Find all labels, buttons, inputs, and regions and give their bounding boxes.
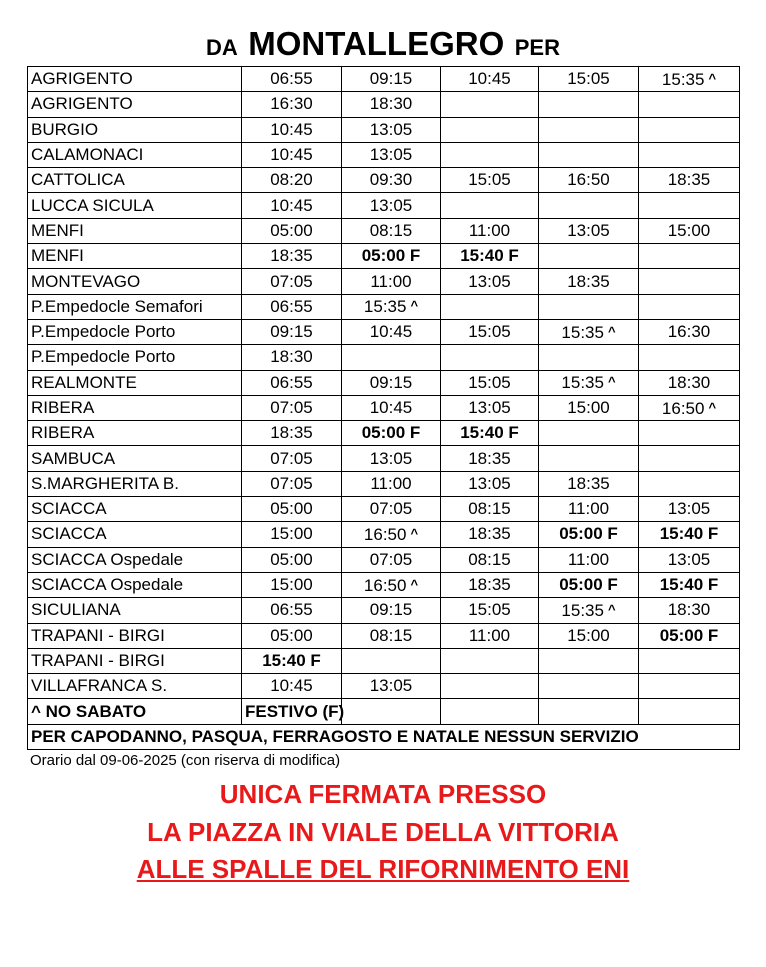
stop-info-line-3: ALLE SPALLE DEL RIFORNIMENTO ENI xyxy=(136,854,630,884)
departure-time-cell xyxy=(242,446,342,471)
departure-time-cell xyxy=(242,370,342,395)
departure-time-cell xyxy=(539,421,639,446)
departure-time-cell xyxy=(242,395,342,420)
title-town: MONTALLEGRO xyxy=(248,25,505,62)
departure-time-cell xyxy=(242,294,342,319)
departure-time-cell xyxy=(342,572,441,597)
table-row xyxy=(28,218,740,243)
no-saturday-mark: ^ xyxy=(410,525,419,541)
departure-time: 11:00 xyxy=(370,473,412,493)
departure-time: 13:05 xyxy=(369,448,413,468)
departure-time: 18:35 xyxy=(468,575,511,595)
table-row xyxy=(28,294,740,319)
table-row xyxy=(28,522,740,547)
departure-time-cell xyxy=(242,168,342,193)
departure-time: 15:05 xyxy=(468,372,511,392)
departure-time: 10:45 xyxy=(270,145,313,165)
departure-time: 18:35 xyxy=(270,423,313,443)
departure-time: 07:05 xyxy=(369,499,413,519)
departure-time-cell xyxy=(539,193,639,218)
departure-time-cell xyxy=(242,421,342,446)
departure-time: 15:00 xyxy=(567,625,610,645)
departure-time: 11:00 xyxy=(567,499,610,519)
departure-time-cell xyxy=(441,142,539,167)
table-row xyxy=(28,421,740,446)
destination-cell: S.MARGHERITA B. xyxy=(28,471,242,496)
departure-time-cell xyxy=(242,92,342,117)
departure-time: 15:40 F xyxy=(262,650,321,670)
departure-time-cell xyxy=(539,623,639,648)
departure-time-cell xyxy=(639,193,740,218)
departure-time-cell xyxy=(342,218,441,243)
departure-time-cell xyxy=(441,395,539,420)
departure-time: 18:35 xyxy=(468,448,511,468)
departure-time: 18:30 xyxy=(667,372,711,392)
holiday-notice-text: PER CAPODANNO, PASQUA, FERRAGOSTO E NATALE xyxy=(31,726,485,746)
departure-time-cell xyxy=(639,497,740,522)
departure-time: 16:30 xyxy=(270,94,313,114)
table-row xyxy=(28,193,740,218)
departure-time-cell xyxy=(342,345,441,370)
title-prefix: DA xyxy=(206,35,238,60)
departure-time: 11:00 xyxy=(468,220,511,240)
departure-time: 10:45 xyxy=(270,676,313,696)
legend-festivo: FESTIVO (F) xyxy=(242,699,342,724)
destination-cell: MONTEVAGO xyxy=(28,269,242,294)
departure-time: 13:05 xyxy=(468,398,511,417)
departure-time-cell xyxy=(242,572,342,597)
departure-time-cell xyxy=(639,117,740,142)
departure-time-cell xyxy=(539,572,639,597)
departure-time: 05:00 xyxy=(270,220,313,240)
departure-time-cell xyxy=(539,67,639,92)
departure-time: 05:00 xyxy=(270,549,313,569)
departure-time-cell xyxy=(242,117,342,142)
departure-time: 13:05 xyxy=(369,195,413,215)
departure-time-cell xyxy=(342,547,441,572)
departure-time-cell xyxy=(441,319,539,344)
departure-time: 06:55 xyxy=(270,69,313,89)
departure-time: 08:15 xyxy=(369,220,413,240)
departure-time-cell xyxy=(441,117,539,142)
departure-time-cell xyxy=(639,67,740,92)
departure-time-cell xyxy=(242,497,342,522)
table-row xyxy=(28,674,740,699)
departure-time: 18:35 xyxy=(468,524,511,544)
destination-cell: P.Empedocle Porto xyxy=(28,345,242,370)
departure-time: 05:00 F xyxy=(559,524,618,544)
departure-time: 13:05 xyxy=(468,271,511,291)
departure-time-cell xyxy=(242,648,342,673)
departure-time: 18:35 xyxy=(667,170,711,190)
table-row xyxy=(28,345,740,370)
departure-time-cell xyxy=(639,142,740,167)
departure-time-cell xyxy=(639,294,740,319)
departure-time-cell xyxy=(342,471,441,496)
departure-time: 16:50 xyxy=(661,398,705,418)
departure-time-cell xyxy=(342,244,441,269)
table-row xyxy=(28,319,740,344)
departure-time-cell xyxy=(441,598,539,623)
destination-cell: CATTOLICA xyxy=(28,168,242,193)
departure-time-cell xyxy=(539,497,639,522)
departure-time: 10:45 xyxy=(270,195,313,215)
departure-time-cell xyxy=(639,547,740,572)
table-row xyxy=(28,269,740,294)
departure-time: 15:40 F xyxy=(460,246,519,266)
departure-time-cell xyxy=(441,497,539,522)
destination-cell: MENFI xyxy=(28,218,242,243)
departure-time-cell xyxy=(639,345,740,370)
timetable-body xyxy=(28,67,740,699)
departure-time-cell xyxy=(539,294,639,319)
departure-time: 13:05 xyxy=(567,220,610,240)
departure-time: 06:55 xyxy=(270,296,313,316)
departure-time-cell xyxy=(242,623,342,648)
departure-time: 13:05 xyxy=(468,473,511,493)
table-row xyxy=(28,572,740,597)
no-saturday-mark: ^ xyxy=(607,374,616,390)
departure-time: 09:30 xyxy=(369,170,413,190)
departure-time: 18:35 xyxy=(567,271,610,291)
departure-time-cell xyxy=(639,244,740,269)
departure-time: 08:15 xyxy=(468,549,511,569)
departure-time-cell xyxy=(441,446,539,471)
destination-cell: P.Empedocle Porto xyxy=(28,319,242,344)
departure-time: 15:35 xyxy=(561,322,604,342)
departure-time-cell xyxy=(441,547,539,572)
table-row xyxy=(28,623,740,648)
departure-time: 05:00 xyxy=(270,499,313,519)
departure-time: 08:15 xyxy=(468,499,511,519)
departure-time-cell xyxy=(441,67,539,92)
departure-time-cell xyxy=(342,142,441,167)
departure-time: 15:35 xyxy=(661,69,705,89)
departure-time-cell xyxy=(342,370,441,395)
departure-time: 09:15 xyxy=(270,322,313,342)
departure-time-cell xyxy=(342,294,441,319)
departure-time-cell xyxy=(242,598,342,623)
departure-time-cell xyxy=(539,218,639,243)
departure-time: 15:40 F xyxy=(460,423,519,443)
table-row xyxy=(28,168,740,193)
departure-time-cell xyxy=(639,168,740,193)
destination-cell: SCIACCA Ospedale xyxy=(28,572,242,597)
departure-time-cell xyxy=(441,244,539,269)
departure-time-cell xyxy=(639,421,740,446)
destination-cell: AGRIGENTO xyxy=(28,92,242,117)
departure-time: 16:30 xyxy=(667,322,711,342)
departure-time: 15:35 xyxy=(363,297,407,317)
no-saturday-mark: ^ xyxy=(410,298,419,314)
departure-time: 09:15 xyxy=(369,600,413,620)
departure-time: 15:40 F xyxy=(659,524,719,544)
departure-time-cell xyxy=(539,674,639,699)
departure-time-cell xyxy=(539,598,639,623)
departure-time-cell xyxy=(539,168,639,193)
destination-cell: SCIACCA xyxy=(28,497,242,522)
departure-time-cell xyxy=(242,345,342,370)
departure-time-cell xyxy=(342,648,441,673)
departure-time-cell xyxy=(242,547,342,572)
title-suffix: PER xyxy=(514,35,560,60)
departure-time-cell xyxy=(342,67,441,92)
table-row xyxy=(28,446,740,471)
departure-time-cell xyxy=(342,497,441,522)
no-saturday-mark: ^ xyxy=(708,399,717,415)
departure-time-cell xyxy=(639,648,740,673)
departure-time: 07:05 xyxy=(270,448,313,468)
departure-time: 16:50 xyxy=(363,524,407,544)
departure-time: 05:00 F xyxy=(361,246,421,266)
departure-time-cell xyxy=(342,522,441,547)
departure-time-cell xyxy=(539,92,639,117)
departure-time-cell xyxy=(639,623,740,648)
table-row xyxy=(28,142,740,167)
no-saturday-mark: ^ xyxy=(607,323,616,339)
departure-time-cell xyxy=(242,244,342,269)
departure-time: 15:00 xyxy=(270,524,313,544)
departure-time-cell xyxy=(242,522,342,547)
table-row xyxy=(28,92,740,117)
departure-time: 10:45 xyxy=(270,119,313,139)
legend-row xyxy=(28,699,740,724)
departure-time-cell xyxy=(242,269,342,294)
departure-time-cell xyxy=(639,471,740,496)
departure-time: 13:05 xyxy=(369,119,413,139)
departure-time-cell xyxy=(242,674,342,699)
departure-time-cell xyxy=(441,218,539,243)
destination-cell: CALAMONACI xyxy=(28,142,242,167)
destination-cell: BURGIO xyxy=(28,117,242,142)
stop-info-line-2: LA PIAZZA IN VIALE DELLA VITTORIA xyxy=(147,817,619,847)
departure-time-cell xyxy=(342,168,441,193)
departure-time-cell xyxy=(242,193,342,218)
departure-time-cell xyxy=(539,648,639,673)
departure-time-cell xyxy=(539,370,639,395)
departure-time-cell xyxy=(639,269,740,294)
no-saturday-mark: ^ xyxy=(607,601,616,617)
departure-time: 15:00 xyxy=(667,220,711,240)
departure-time-cell xyxy=(539,117,639,142)
departure-time: 15:35 xyxy=(561,373,604,393)
destination-cell: SCIACCA Ospedale xyxy=(28,547,242,572)
departure-time-cell xyxy=(441,674,539,699)
departure-time: 15:05 xyxy=(468,170,511,190)
departure-time: 06:55 xyxy=(270,372,313,392)
destination-cell: TRAPANI - BIRGI xyxy=(28,623,242,648)
table-row xyxy=(28,244,740,269)
departure-time: 15:05 xyxy=(567,69,610,89)
departure-time-cell xyxy=(639,218,740,243)
departure-time-cell xyxy=(342,395,441,420)
departure-time-cell xyxy=(539,345,639,370)
departure-time: 07:05 xyxy=(369,549,413,569)
departure-time: 09:15 xyxy=(369,69,413,89)
departure-time-cell xyxy=(639,395,740,420)
departure-time-cell xyxy=(539,471,639,496)
departure-time: 18:30 xyxy=(270,347,313,367)
departure-time: 15:05 xyxy=(468,600,511,620)
departure-time: 15:00 xyxy=(270,575,313,595)
departure-time: 07:05 xyxy=(270,473,313,493)
destination-cell: RIBERA xyxy=(28,395,242,420)
departure-time-cell xyxy=(441,294,539,319)
destination-cell: VILLAFRANCA S. xyxy=(28,674,242,699)
departure-time: 08:15 xyxy=(369,625,413,645)
departure-time-cell xyxy=(539,547,639,572)
departure-time-cell xyxy=(441,370,539,395)
departure-time-cell xyxy=(539,395,639,420)
stop-info-line-1: UNICA FERMATA PRESSO xyxy=(219,779,547,809)
departure-time-cell xyxy=(639,446,740,471)
departure-time-cell xyxy=(441,471,539,496)
departure-time-cell xyxy=(441,623,539,648)
departure-time: 13:05 xyxy=(369,676,413,696)
table-row xyxy=(28,370,740,395)
departure-time-cell xyxy=(242,142,342,167)
departure-time-cell xyxy=(441,193,539,218)
destination-cell: TRAPANI - BIRGI xyxy=(28,648,242,673)
departure-time-cell xyxy=(342,92,441,117)
table-row xyxy=(28,117,740,142)
departure-time-cell xyxy=(342,269,441,294)
departure-time-cell xyxy=(539,244,639,269)
departure-time-cell xyxy=(342,623,441,648)
table-row xyxy=(28,395,740,420)
departure-time-cell xyxy=(441,269,539,294)
departure-time-cell xyxy=(539,446,639,471)
departure-time: 16:50 xyxy=(363,575,407,595)
destination-cell: P.Empedocle Semafori xyxy=(28,294,242,319)
departure-time: 15:05 xyxy=(468,322,511,342)
departure-time: 13:05 xyxy=(369,145,413,165)
departure-time: 18:35 xyxy=(567,473,610,493)
no-saturday-mark: ^ xyxy=(410,576,419,592)
departure-time: 10:45 xyxy=(369,322,413,342)
departure-time-cell xyxy=(539,522,639,547)
departure-time: 13:05 xyxy=(667,499,711,519)
timetable-footer xyxy=(28,699,740,750)
departure-time: 11:00 xyxy=(567,549,610,569)
departure-time-cell xyxy=(639,674,740,699)
departure-time: 07:05 xyxy=(270,271,313,291)
no-saturday-mark: ^ xyxy=(708,70,717,86)
departure-time-cell xyxy=(639,319,740,344)
table-row xyxy=(28,648,740,673)
destination-cell: SAMBUCA xyxy=(28,446,242,471)
departure-time: 08:20 xyxy=(270,170,313,190)
departure-time-cell xyxy=(441,648,539,673)
departure-time-cell xyxy=(639,572,740,597)
departure-time: 11:00 xyxy=(370,271,412,291)
destination-cell: REALMONTE xyxy=(28,370,242,395)
departure-time: 15:00 xyxy=(567,398,610,417)
departure-time: 11:00 xyxy=(468,625,511,645)
departure-time: 18:30 xyxy=(369,94,413,114)
table-row xyxy=(28,497,740,522)
departure-time: 05:00 F xyxy=(361,423,421,443)
table-row xyxy=(28,598,740,623)
departure-time-cell xyxy=(242,319,342,344)
departure-time-cell xyxy=(639,370,740,395)
departure-time-cell xyxy=(342,421,441,446)
departure-time: 15:35 xyxy=(561,600,604,620)
page-title xyxy=(0,24,766,71)
departure-time-cell xyxy=(441,572,539,597)
departure-time-cell xyxy=(639,522,740,547)
departure-time: 10:45 xyxy=(468,69,511,89)
departure-time-cell xyxy=(342,446,441,471)
departure-time-cell xyxy=(342,674,441,699)
departure-time-cell xyxy=(342,117,441,142)
destination-cell: SCIACCA xyxy=(28,522,242,547)
destination-cell: RIBERA xyxy=(28,421,242,446)
departure-time-cell xyxy=(441,92,539,117)
validity-note: Orario dal 09-06-2025 (con riserva di modifica) xyxy=(30,752,341,769)
table-row xyxy=(28,547,740,572)
departure-time: 16:50 xyxy=(567,170,610,190)
departure-time: 15:40 F xyxy=(659,575,719,595)
holiday-notice-strong: NESSUN SERVIZIO xyxy=(484,726,639,746)
departure-time-cell xyxy=(539,142,639,167)
departure-time-cell xyxy=(539,269,639,294)
departure-time: 07:05 xyxy=(270,398,313,417)
departure-time-cell xyxy=(342,193,441,218)
notice-row xyxy=(28,724,740,749)
departure-time: 09:15 xyxy=(369,372,413,392)
departure-time: 10:45 xyxy=(369,398,413,417)
departure-time-cell xyxy=(539,319,639,344)
departure-time-cell xyxy=(441,345,539,370)
legend-no-sabato: ^ NO SABATO xyxy=(28,699,242,724)
departure-time-cell xyxy=(639,92,740,117)
departure-time: 06:55 xyxy=(270,600,313,620)
departure-time-cell xyxy=(639,598,740,623)
destination-cell: LUCCA SICULA xyxy=(28,193,242,218)
departure-time-cell xyxy=(242,471,342,496)
departure-time-cell xyxy=(242,67,342,92)
departure-time: 18:35 xyxy=(270,246,313,266)
table-row xyxy=(28,471,740,496)
holiday-notice xyxy=(28,724,740,749)
departure-time: 13:05 xyxy=(667,549,711,569)
timetable xyxy=(27,66,740,750)
departure-time-cell xyxy=(441,522,539,547)
departure-time: 05:00 F xyxy=(659,625,719,645)
departure-time-cell xyxy=(242,218,342,243)
departure-time: 18:30 xyxy=(667,600,711,620)
table-row xyxy=(28,67,740,92)
destination-cell: AGRIGENTO xyxy=(28,67,242,92)
departure-time-cell xyxy=(342,598,441,623)
departure-time-cell xyxy=(441,168,539,193)
departure-time-cell xyxy=(342,319,441,344)
departure-time-cell xyxy=(441,421,539,446)
departure-time: 05:00 xyxy=(270,625,313,645)
departure-time: 05:00 F xyxy=(559,575,618,595)
destination-cell: SICULIANA xyxy=(28,598,242,623)
destination-cell: MENFI xyxy=(28,244,242,269)
